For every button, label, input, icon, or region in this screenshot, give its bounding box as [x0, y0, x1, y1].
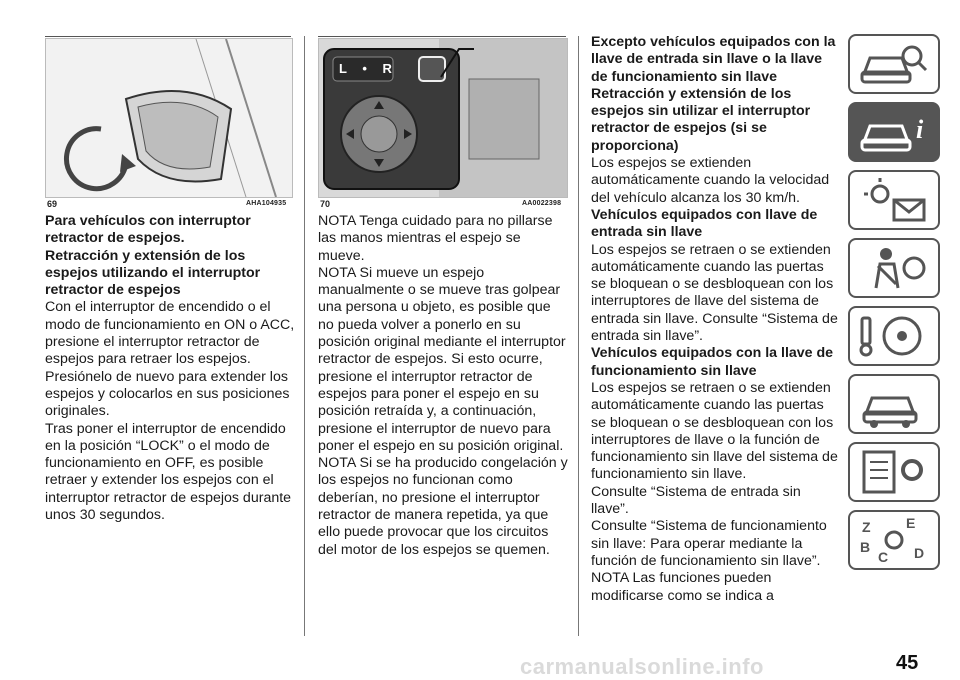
paragraph: Consulte “Sistema de entrada sin llave”.: [591, 483, 801, 518]
column-divider-2: [578, 36, 579, 636]
section-subheading: Retracción y extensión de los espejos utilizando el interruptor retractor de espejos: [45, 247, 261, 299]
top-rule-col1: [45, 36, 291, 37]
paragraph: Los espejos se extienden automáticamente cuando la velocidad del vehículo alcanza los 30 km/h.: [591, 155, 830, 206]
index-letter: Z: [862, 519, 871, 535]
page-number: 45: [896, 652, 919, 674]
top-rule-col2: [318, 36, 566, 37]
paragraph: Los espejos se retraen o se extienden automáticamente cuando las puertas se bloquean o se desbloquean con los interruptores de llave del sistema de entrada sin llave. Consulte “Sistema de entrada sin llave”.: [591, 241, 838, 345]
figure-number-69: 69: [47, 199, 58, 209]
side-mirror-illustration: [46, 39, 292, 197]
note: NOTA Tenga cuidado para no pillarse las manos mientras el espejo se mueve.: [318, 213, 553, 264]
car-breakdown-icon[interactable]: [848, 374, 940, 434]
alphabetical-index-icon[interactable]: [848, 510, 940, 570]
figure-code-70: AA0022398: [522, 200, 562, 207]
chapter-tabs: [848, 34, 944, 578]
paragraph: Los espejos se retraen o se extienden automáticamente cuando las puertas se bloquean o se desbloquean con los interruptores de llave o la función de funcionamiento sin llave del sistema de funcionamiento sin llave.: [591, 379, 838, 483]
mirror-switch-labels: [339, 61, 398, 76]
switch-label-dot: •: [362, 61, 373, 76]
paragraph: Consulte “Sistema de funcionamiento sin llave: Para operar mediante la función de funcionamiento sin llave”.: [591, 518, 827, 569]
index-letter: B: [860, 539, 871, 555]
paragraph: Tras poner el interruptor de encendido en la posición “LOCK” o el modo de funcionamiento en OFF, es posible retraer y extender los espejos con el interruptor retractor de espejos durante unos 30 segundos.: [45, 420, 292, 524]
seatbelt-airbag-icon[interactable]: [848, 238, 940, 298]
column-divider-1: [304, 36, 305, 636]
car-search-icon[interactable]: [848, 34, 940, 94]
section-heading: Vehículos equipados con llave de entrada sin llave: [591, 206, 818, 241]
note: NOTA Las funciones pueden modificarse como se indica a: [591, 570, 774, 604]
figure-mirror-switch: [318, 38, 568, 198]
watermark: carmanualsonline.info: [520, 654, 764, 679]
column-3: [591, 34, 841, 605]
figure-code-69: AHA104935: [246, 200, 287, 207]
paragraph: Con el interruptor de encendido o el modo de funcionamiento en ON o ACC, presione el interruptor retractor de espejos para retraer los espejos. Presiónelo de nuevo para extender los espejos y colocarlos en sus posiciones originales.: [45, 299, 295, 420]
column-2: [318, 213, 570, 559]
car-info-icon[interactable]: [848, 102, 940, 162]
switch-label-right: R: [382, 61, 398, 76]
section-heading: Excepto vehículos equipados con la llave de entrada sin llave o la llave de funcionamiento sin llave Retracción y extensión de los espejos sin utilizar el interruptor retractor de espejos (si se proporciona): [591, 34, 836, 154]
note: NOTA Si se ha producido congelación y los espejos no funcionan como deberían, no presione el interruptor retractor de manera repetida, ya que ello puede provocar que los circuitos del motor de los espejos se quemen.: [318, 455, 568, 558]
svg-text:i: i: [916, 115, 924, 144]
switch-label-left: L: [339, 61, 353, 76]
index-letter: C: [878, 549, 889, 565]
warning-lights-icon[interactable]: [848, 170, 940, 230]
figure-side-mirror: [45, 38, 293, 198]
maintenance-list-icon[interactable]: [848, 442, 940, 502]
index-letter: D: [914, 545, 925, 561]
section-heading: Para vehículos con interruptor retractor de espejos.: [45, 213, 251, 247]
section-heading: Vehículos equipados con la llave de funcionamiento sin llave: [591, 345, 834, 379]
key-steering-icon[interactable]: [848, 306, 940, 366]
column-1: [45, 213, 295, 524]
index-letter: E: [906, 515, 916, 531]
figure-number-70: 70: [320, 199, 331, 209]
note: NOTA Si mueve un espejo manualmente o se mueve tras golpear una persona u objeto, es posible que no pueda volver a ponerlo en su posición original mediante el interruptor retractor de espejos. Si esto ocurre, presione el interruptor retractor de espejos para poner el espejo en su posición retraída y, a continuación, presione el interruptor de nuevo para poner el espejo en su posición original.: [318, 264, 566, 454]
